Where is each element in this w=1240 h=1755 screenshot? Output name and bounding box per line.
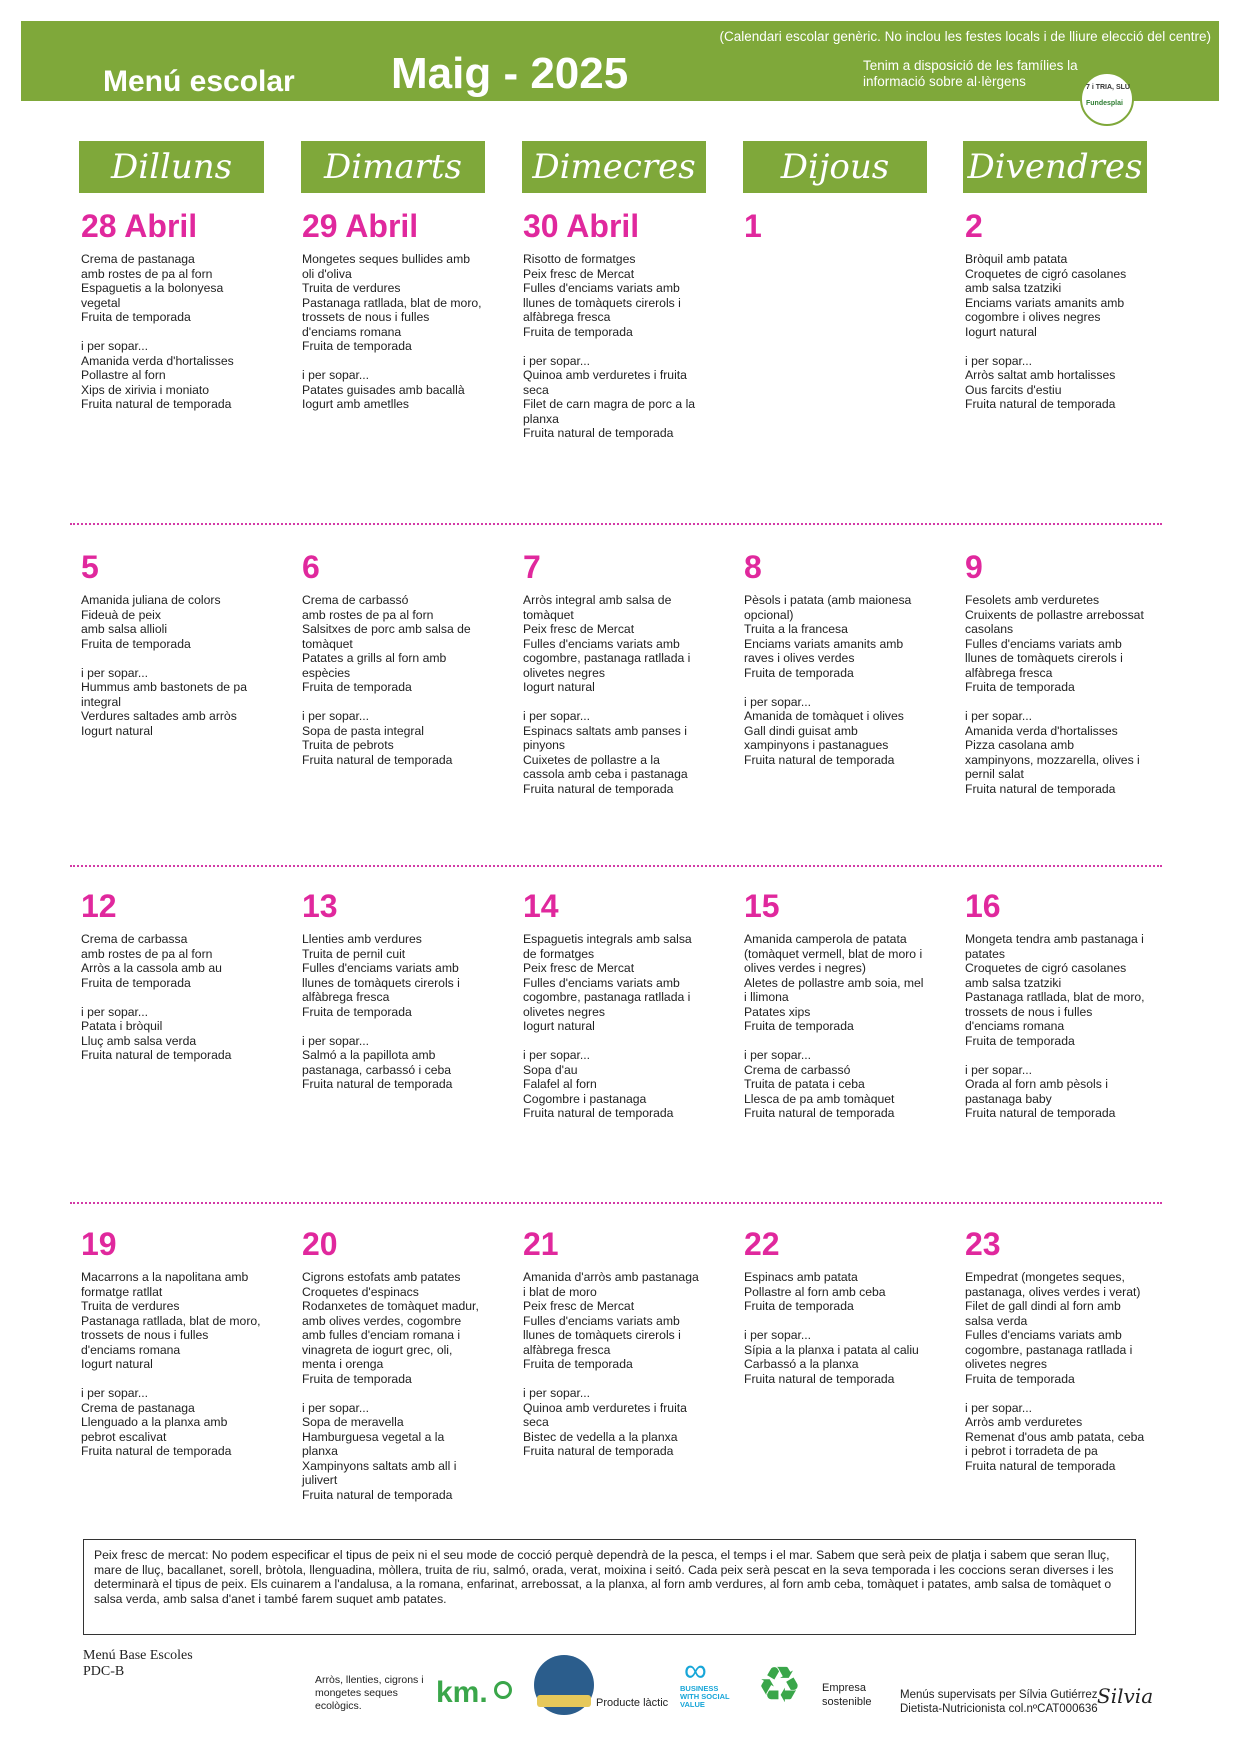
menu-cell [81,888,281,1063]
menu-date: 19 [81,1226,117,1262]
company-logo [1080,72,1134,126]
day-header-monday: Dilluns [79,141,264,193]
menu-cell [744,208,944,252]
infinity-icon: ∞ [684,1652,707,1688]
menu-cell [302,208,502,412]
header-banner [21,21,1219,101]
menu-text: Macarrons a la napolitana amb formatge ratllat Truita de verdures Pastanaga ratllada, blat de moro, trossets de nous i fulles d'enciams romana Iogurt natural i per sopar... Crema de pastanaga Llenguado a la planxa amb pebrot escalivat Fruita natural de temporada [81,1270,261,1458]
menu-cell [965,208,1165,412]
recycle-icon: ♻ [757,1657,802,1713]
menu-date: 7 [523,549,541,585]
menu-cell [302,549,502,767]
signature: Silvia [1097,1684,1154,1708]
month-title: Maig - 2025 [391,49,629,98]
menu-text: Amanida juliana de colors Fideuà de peix amb salsa allioli Fruita de temporada i per sopar... Hummus amb bastonets de pa integral Verdures saltades amb arròs Iogurt natural [81,593,247,738]
menu-cell [523,549,723,796]
km0-leaf-icon [494,1681,512,1699]
menu-base-line1: Menú Base Escoles [83,1648,193,1663]
menu-cell [81,208,281,412]
menu-date: 23 [965,1226,1001,1262]
empresa-line1: Empresa [822,1682,867,1694]
menu-text: Arròs integral amb salsa de tomàquet Peix fresc de Mercat Fulles d'enciams variats amb cogombre, pastanaga ratllada i olivetes negres Iogurt natural i per sopar... Espinacs saltats amb panses i pinyons Cuixetes de pollastre a la cassola amb ceba i pastanaga Fruita natural de temporada [523,593,691,796]
allergen-info: Tenim a disposició de les famílies la informació sobre al·lèrgens [863,58,1078,89]
menu-cell [523,208,723,441]
supervisor-credit [900,1688,1098,1716]
menu-date: 12 [81,888,117,924]
week-separator [70,523,1162,525]
menu-date: 21 [523,1226,559,1262]
menu-date: 30 Abril [523,208,640,244]
menu-date: 14 [523,888,559,924]
menu-cell [744,888,944,1121]
menu-date: 13 [302,888,338,924]
menu-text: Risotto de formatges Peix fresc de Mercat Fulles d'enciams variats amb llunes de tomàquets cirerols i alfàbrega fresca Fruita de temporada i per sopar... Quinoa amb verduretes i fruita seca Filet de carn magra de porc a la planxa Fruita natural de temporada [523,252,696,440]
fish-note-box: Peix fresc de mercat: No podem especificar el tipus de peix ni el seu mode de cocció perquè dependrà de la pesca, el temps i el mar. Sabem que serà peix de platja i sabem que seran lluç, mare de lluç, bacallanet, sorell, bròtola, llenguadina, mòllera, truita de riu, salmó, orada, verat, moixina i seitó. Cada peix serà pescat en la seva temporada i les coccions seran diverses i les determinarà el tipus de peix. Els cuinarem a l'andalusa, a la romana, enfarinat, arrebossat, a la planxa, al forn amb verdures, al forn amb ceba, tomàquet i patates, amb salsa de tomàquet o salsa verda, amb salsa d'anet i també farem suquet amb patates. [83,1539,1136,1635]
menu-cell [965,549,1165,796]
day-header-friday: Divendres [963,141,1147,193]
menu-date: 15 [744,888,780,924]
week-separator [70,865,1162,867]
menu-date: 22 [744,1226,780,1262]
day-header-thursday: Dijous [743,141,927,193]
supervisor-line1: Menús supervisats per Sílvia Gutiérrez [900,1689,1098,1701]
menu-cell [965,1226,1165,1473]
menu-text: Pèsols i patata (amb maionesa opcional) Truita a la francesa Enciams variats amanits amb raves i olives verdes Fruita de temporada i per sopar... Amanida de tomàquet i olives Gall dindi guisat amb xampinyons i pastanagues Fruita natural de temporada [744,593,912,767]
day-header-tuesday: Dimarts [301,141,485,193]
menu-date: 6 [302,549,320,585]
menu-date: 1 [744,208,762,244]
menu-cell [744,549,944,767]
menu-text: Crema de carbassó amb rostes de pa al forn Salsitxes de porc amb salsa de tomàquet Patates a grills al forn amb espècies Fruita de temporada i per sopar... Sopa de pasta integral Truita de pebrots Fruita natural de temporada [302,593,471,767]
page-title: Menú escolar [103,65,295,98]
menu-text: Espaguetis integrals amb salsa de formatges Peix fresc de Mercat Fulles d'enciams variats amb cogombre, pastanaga ratllada i olivetes negres Iogurt natural i per sopar... Sopa d'au Falafel al forn Cogombre i pastanaga Fruita natural de temporada [523,932,692,1120]
menu-date: 20 [302,1226,338,1262]
menu-date: 9 [965,549,983,585]
menu-cell [81,1226,281,1459]
menu-text: Cigrons estofats amb patates Croquetes d'espinacs Rodanxetes de tomàquet madur, amb olives verdes, cogombre amb fulles d'enciam romana i vinagreta de iogurt grec, oli, menta i orenga Fruita de temporada i per sopar... Sopa de meravella Hamburguesa vegetal a la planxa Xampinyons saltats amb all i julivert Fruita natural de temporada [302,1270,479,1502]
logo-text-fundesplai: Fundesplai [1086,100,1123,107]
menu-date: 8 [744,549,762,585]
empresa-line2: sostenible [822,1696,872,1708]
menu-date: 29 Abril [302,208,419,244]
business-social-value-logo [680,1653,730,1713]
bsv-text: BUSINESS WITH SOCIAL VALUE [680,1684,730,1709]
menu-date: 2 [965,208,983,244]
calendar-note: (Calendari escolar genèric. No inclou les festes locals i de lliure elecció del centre) [719,29,1211,44]
menu-date: 16 [965,888,1001,924]
sustainable-company-label [822,1681,872,1709]
menu-cell [302,888,502,1092]
farm-logo-band [537,1695,591,1707]
menu-cell [302,1226,502,1502]
menu-base-line2: PDC-B [83,1664,125,1679]
menu-text: Amanida d'arròs amb pastanaga i blat de moro Peix fresc de Mercat Fulles d'enciams variats amb llunes de tomàquets cirerols i alfàbrega fresca Fruita de temporada i per sopar... Quinoa amb verduretes i fruita seca Bistec de vedella a la planxa Fruita natural de temporada [523,1270,699,1458]
menu-date: 28 Abril [81,208,198,244]
dairy-product-label: Producte làctic [596,1697,669,1709]
menu-text: Fesolets amb verduretes Cruixents de pollastre arrebossat casolans Fulles d'enciams variats amb llunes de tomàquets cirerols i alfàbrega fresca Fruita de temporada i per sopar... Amanida verda d'hortalisses Pizza casolana amb xampinyons, mozzarella, olives i pernil salat Fruita natural de temporada [965,593,1144,796]
week-separator [70,1202,1162,1204]
logo-text-7itria: 7 i TRIA, SLU [1086,84,1130,91]
menu-cell [965,888,1165,1121]
menu-base-label [83,1648,193,1680]
menu-text: Mongeta tendra amb pastanaga i patates Croquetes de cigró casolanes amb salsa tzatziki Pastanaga ratllada, blat de moro, trossets de nous i fulles d'enciams romana Fruita de temporada i per sopar... Orada al forn amb pèsols i pastanaga baby Fruita natural de temporada [965,932,1145,1120]
km0-logo-text: km. [436,1676,488,1709]
menu-text: Mongetes seques bullides amb oli d'oliva Truita de verdures Pastanaga ratllada, blat de moro, trossets de nous i fulles d'enciams romana Fruita de temporada i per sopar... Patates guisades amb bacallà Iogurt amb ametlles [302,252,482,411]
supervisor-line2: Dietista-Nutricionista col.nºCAT000636 [900,1703,1098,1715]
menu-cell [744,1226,944,1386]
menu-date: 5 [81,549,99,585]
menu-cell [81,549,281,738]
menu-text: Amanida camperola de patata (tomàquet vermell, blat de moro i olives verdes i negres) Aletes de pollastre amb soia, mel i llimona Patates xips Fruita de temporada i per sopar... Crema de carbassó Truita de patata i ceba Llesca de pa amb tomàquet Fruita natural de temporada [744,932,924,1120]
menu-cell [523,1226,723,1459]
menu-text: Espinacs amb patata Pollastre al forn amb ceba Fruita de temporada i per sopar... Sípia a la planxa i patata al caliu Carbassó a la planxa Fruita natural de temporada [744,1270,919,1386]
day-header-wednesday: Dimecres [522,141,706,193]
menu-text: Empedrat (mongetes seques, pastanaga, olives verdes i verat) Filet de gall dindi al forn amb salsa verda Fulles d'enciams variats amb cogombre, pastanaga ratllada i olivetes negres Fruita de temporada i per sopar... Arròs amb verduretes Remenat d'ous amb patata, ceba i pebrot i torradeta de pa Fruita natural de temporada [965,1270,1145,1473]
menu-text: Bròquil amb patata Croquetes de cigró casolanes amb salsa tzatziki Enciams variats amanits amb cogombre i olives negres Iogurt natural i per sopar... Arròs saltat amb hortalisses Ous farcits d'estiu Fruita natural de temporada [965,252,1127,411]
menu-cell [523,888,723,1121]
eco-text: Arròs, llenties, cigrons i mongetes seques ecològics. [315,1674,424,1712]
menu-text: Crema de carbassa amb rostes de pa al forn Arròs a la cassola amb au Fruita de temporada i per sopar... Patata i bròquil Lluç amb salsa verda Fruita natural de temporada [81,932,232,1062]
menu-text: Llenties amb verdures Truita de pernil cuit Fulles d'enciams variats amb llunes de tomàquets cirerols i alfàbrega fresca Fruita de temporada i per sopar... Salmó a la papillota amb pastanaga, carbassó i ceba Fruita natural de temporada [302,932,460,1091]
menu-text: Crema de pastanaga amb rostes de pa al forn Espaguetis a la bolonyesa vegetal Fruita de temporada i per sopar... Amanida verda d'hortalisses Pollastre al forn Xips de xirivia i moniato Fruita natural de temporada [81,252,234,411]
